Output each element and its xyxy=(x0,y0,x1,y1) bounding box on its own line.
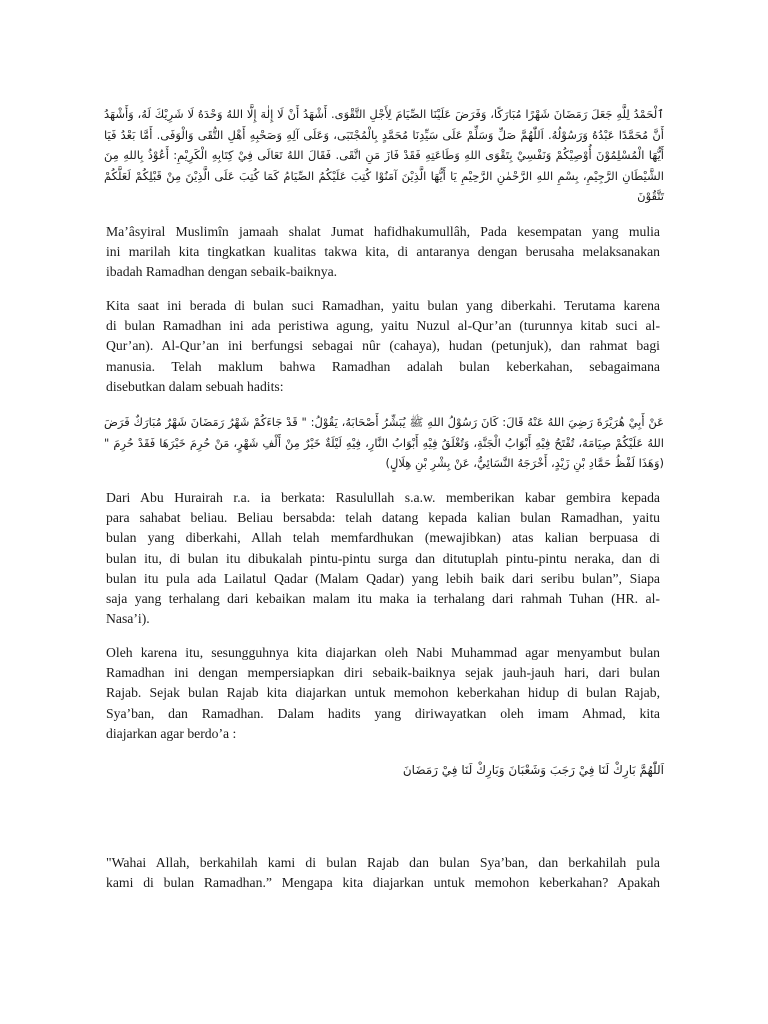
paragraph-hadith-translation xyxy=(106,488,660,629)
arabic-opening-text: ٱلْحَمْدُ لِلَّهِ جَعَلَ رَمَضَانَ شَهْرًا مُبَارَكًا، وَفَرَضَ عَلَيْنَا الصِّيَامَ لِأَجْلِ التَّقْوَى. أَشْهَدُ أَنْ لَا إِلٰهَ إِلَّا اللهُ وَحْدَهُ لَا شَرِيْكَ لَهُ، وَأَشْهَدُ أَنَّ مُحَمَّدًا عَبْدُهُ وَرَسُوْلُهُ. اَللّٰهُمَّ صَلِّ وَسَلِّمْ عَلَى سَيِّدِنَا مُحَمَّدٍ بِالْمُجْتَبَى، وَعَلَى آلِهِ وَصَحْبِهِ أَهْلِ التُّقَى وَالْوَفَى. أَمَّا بَعْدُ فَيَا أَيُّهَا الْمُسْلِمُوْنَ أُوْصِيْكُمْ وَنَفْسِيْ بِتَقْوَى اللهِ وَطَاعَتِهِ فَقَدْ فَازَ مَنِ اتَّقَى. فَقَالَ اللهُ تَعَالَى فِيْ كِتَابِهِ الْكَرِيْمِ: أَعُوْذُ بِاللهِ مِنَ الشَّيْطَانِ الرَّجِيْمِ، بِسْمِ اللهِ الرَّحْمٰنِ الرَّحِيْمِ يَا أَيُّهَا الَّذِيْنَ آمَنُوْا كُتِبَ عَلَيْكُمُ الصِّيَامُ كَمَا كُتِبَ عَلَى الَّذِيْنَ مِنْ قَبْلِكُمْ لَعَلَّكُمْ تَتَّقُوْنَ xyxy=(104,107,664,203)
text-line: bulan yang diberkahi, Allah telah memfardhukan (mewajibkan) atas kalian berpuasa di xyxy=(106,530,660,546)
text-line: Qur’an). Al-Qur’an ini berfungsi sebagai nûr (cahaya), hudan (petunjuk), dan rahmat bagi xyxy=(106,338,660,354)
paragraph-dua-translation xyxy=(106,853,660,893)
text-line: Ma’âsyiral Muslimîn jamaah shalat Jumat hafidhakumullâh, Pada kesempatan yang mulia xyxy=(106,224,660,239)
text-line: bulan itu, di bulan itu dibukalah pintu-pintu surga dan ditutuplah pintu-pintu neraka, dan di xyxy=(106,550,660,566)
text-line: di bulan Ramadhan ini ada peristiwa agung, yaitu Nuzul al-Qur’an (turunnya kitab suci al- xyxy=(106,318,660,334)
text-line: Ramadhan ini dengan mempersiapkan diri sebaik-baiknya sejak jauh-jauh hari, dari bulan xyxy=(106,665,660,681)
arabic-hadith-text: عَنْ أَبِيْ هُرَيْرَةَ رَضِيَ اللهُ عَنْهُ قَالَ: كَانَ رَسُوْلُ اللهِ ﷺ يُبَشِّرُ أَصْحَابَهُ، يَقُوْلُ: " قَدْ جَاءَكُمْ شَهْرُ رَمَضَانَ شَهْرٌ مُبَارَكٌ فَرَضَ اللهُ عَلَيْكُمْ صِيَامَهُ، تُفْتَحُ فِيْهِ أَبْوَابُ الْجَنَّةِ، وَتُغْلَقُ فِيْهِ أَبْوَابُ النَّارِ، فِيْهِ لَيْلَةٌ خَيْرٌ مِنْ أَلْفِ شَهْرٍ، مَنْ حُرِمَ خَيْرَهَا فَقَدْ حُرِمَ " (وَهَذَا لَفْظُ حَمَّادِ بْنِ زَيْدٍ، أَخْرَجَهُ النَّسَائِيُّ، عَنْ بِشْرِ بْنِ هِلَالٍ) xyxy=(104,415,664,470)
text-line: ibadah Ramadhan dengan sebaik-baiknya. xyxy=(106,264,338,280)
paragraph-ramadhan-intro xyxy=(106,296,660,397)
text-line: Kita saat ini berada di bulan suci Ramadhan, yaitu bulan yang diberkahi. Terutama karena xyxy=(106,298,660,313)
text-line: para sahabat beliau. Beliau bersabda: telah datang kepada kalian bulan Ramadhan, yaitu xyxy=(106,510,660,526)
text-line: manusia. Telah maklum bahwa Ramadhan adalah bulan keberkahan, sebagaimana xyxy=(106,358,660,374)
text-line: Sya’ban, dan Ramadhan. Dalam hadits yang diriwayatkan oleh imam Ahmad, kita xyxy=(106,705,660,721)
text-line: "Wahai Allah, berkahilah kami di bulan Rajab dan bulan Sya’ban, dan berkahilah pula xyxy=(106,855,660,870)
paragraph-rajab-preparation xyxy=(106,643,660,744)
text-line: saja yang terhalang dari kebaikan malam itu maka ia terhalang dari rahmah Tuhan (HR. al- xyxy=(106,591,660,607)
text-line: kami di bulan Ramadhan.” Mengapa kita diajarkan untuk memohon keberkahan? Apakah xyxy=(106,875,660,891)
text-line: Rajab. Sejak bulan Rajab kita diajarkan untuk memohon keberkahan hidup di bulan Rajab, xyxy=(106,685,660,701)
arabic-dua-text: اَللّٰهُمَّ بَارِكْ لَنَا فِيْ رَجَبَ وَشَعْبَانَ وَبَارِكْ لَنَا فِيْ رَمَضَانَ xyxy=(402,763,664,777)
text-line: disebutkan dalam sebuah hadits: xyxy=(106,378,284,394)
text-line: Oleh karena itu, sesungguhnya kita diajarkan oleh Nabi Muhammad agar menyambut bulan xyxy=(106,645,660,660)
text-line: bulan itu pula ada Lailatul Qadar (Malam Qadar) yang lebih baik dari seribu bulan”, Siapa xyxy=(106,570,660,586)
text-line: Dari Abu Hurairah r.a. ia berkata: Rasulullah s.a.w. memberikan kabar gembira kepada xyxy=(106,490,660,505)
paragraph-greeting xyxy=(106,222,660,283)
text-line: ini marilah kita tingkatkan kualitas takwa kita, di antaranya dengan berusaha melaksanakan xyxy=(106,244,660,260)
text-line: diajarkan agar berdo’a : xyxy=(106,725,237,741)
text-line: Nasa’i). xyxy=(106,611,150,627)
